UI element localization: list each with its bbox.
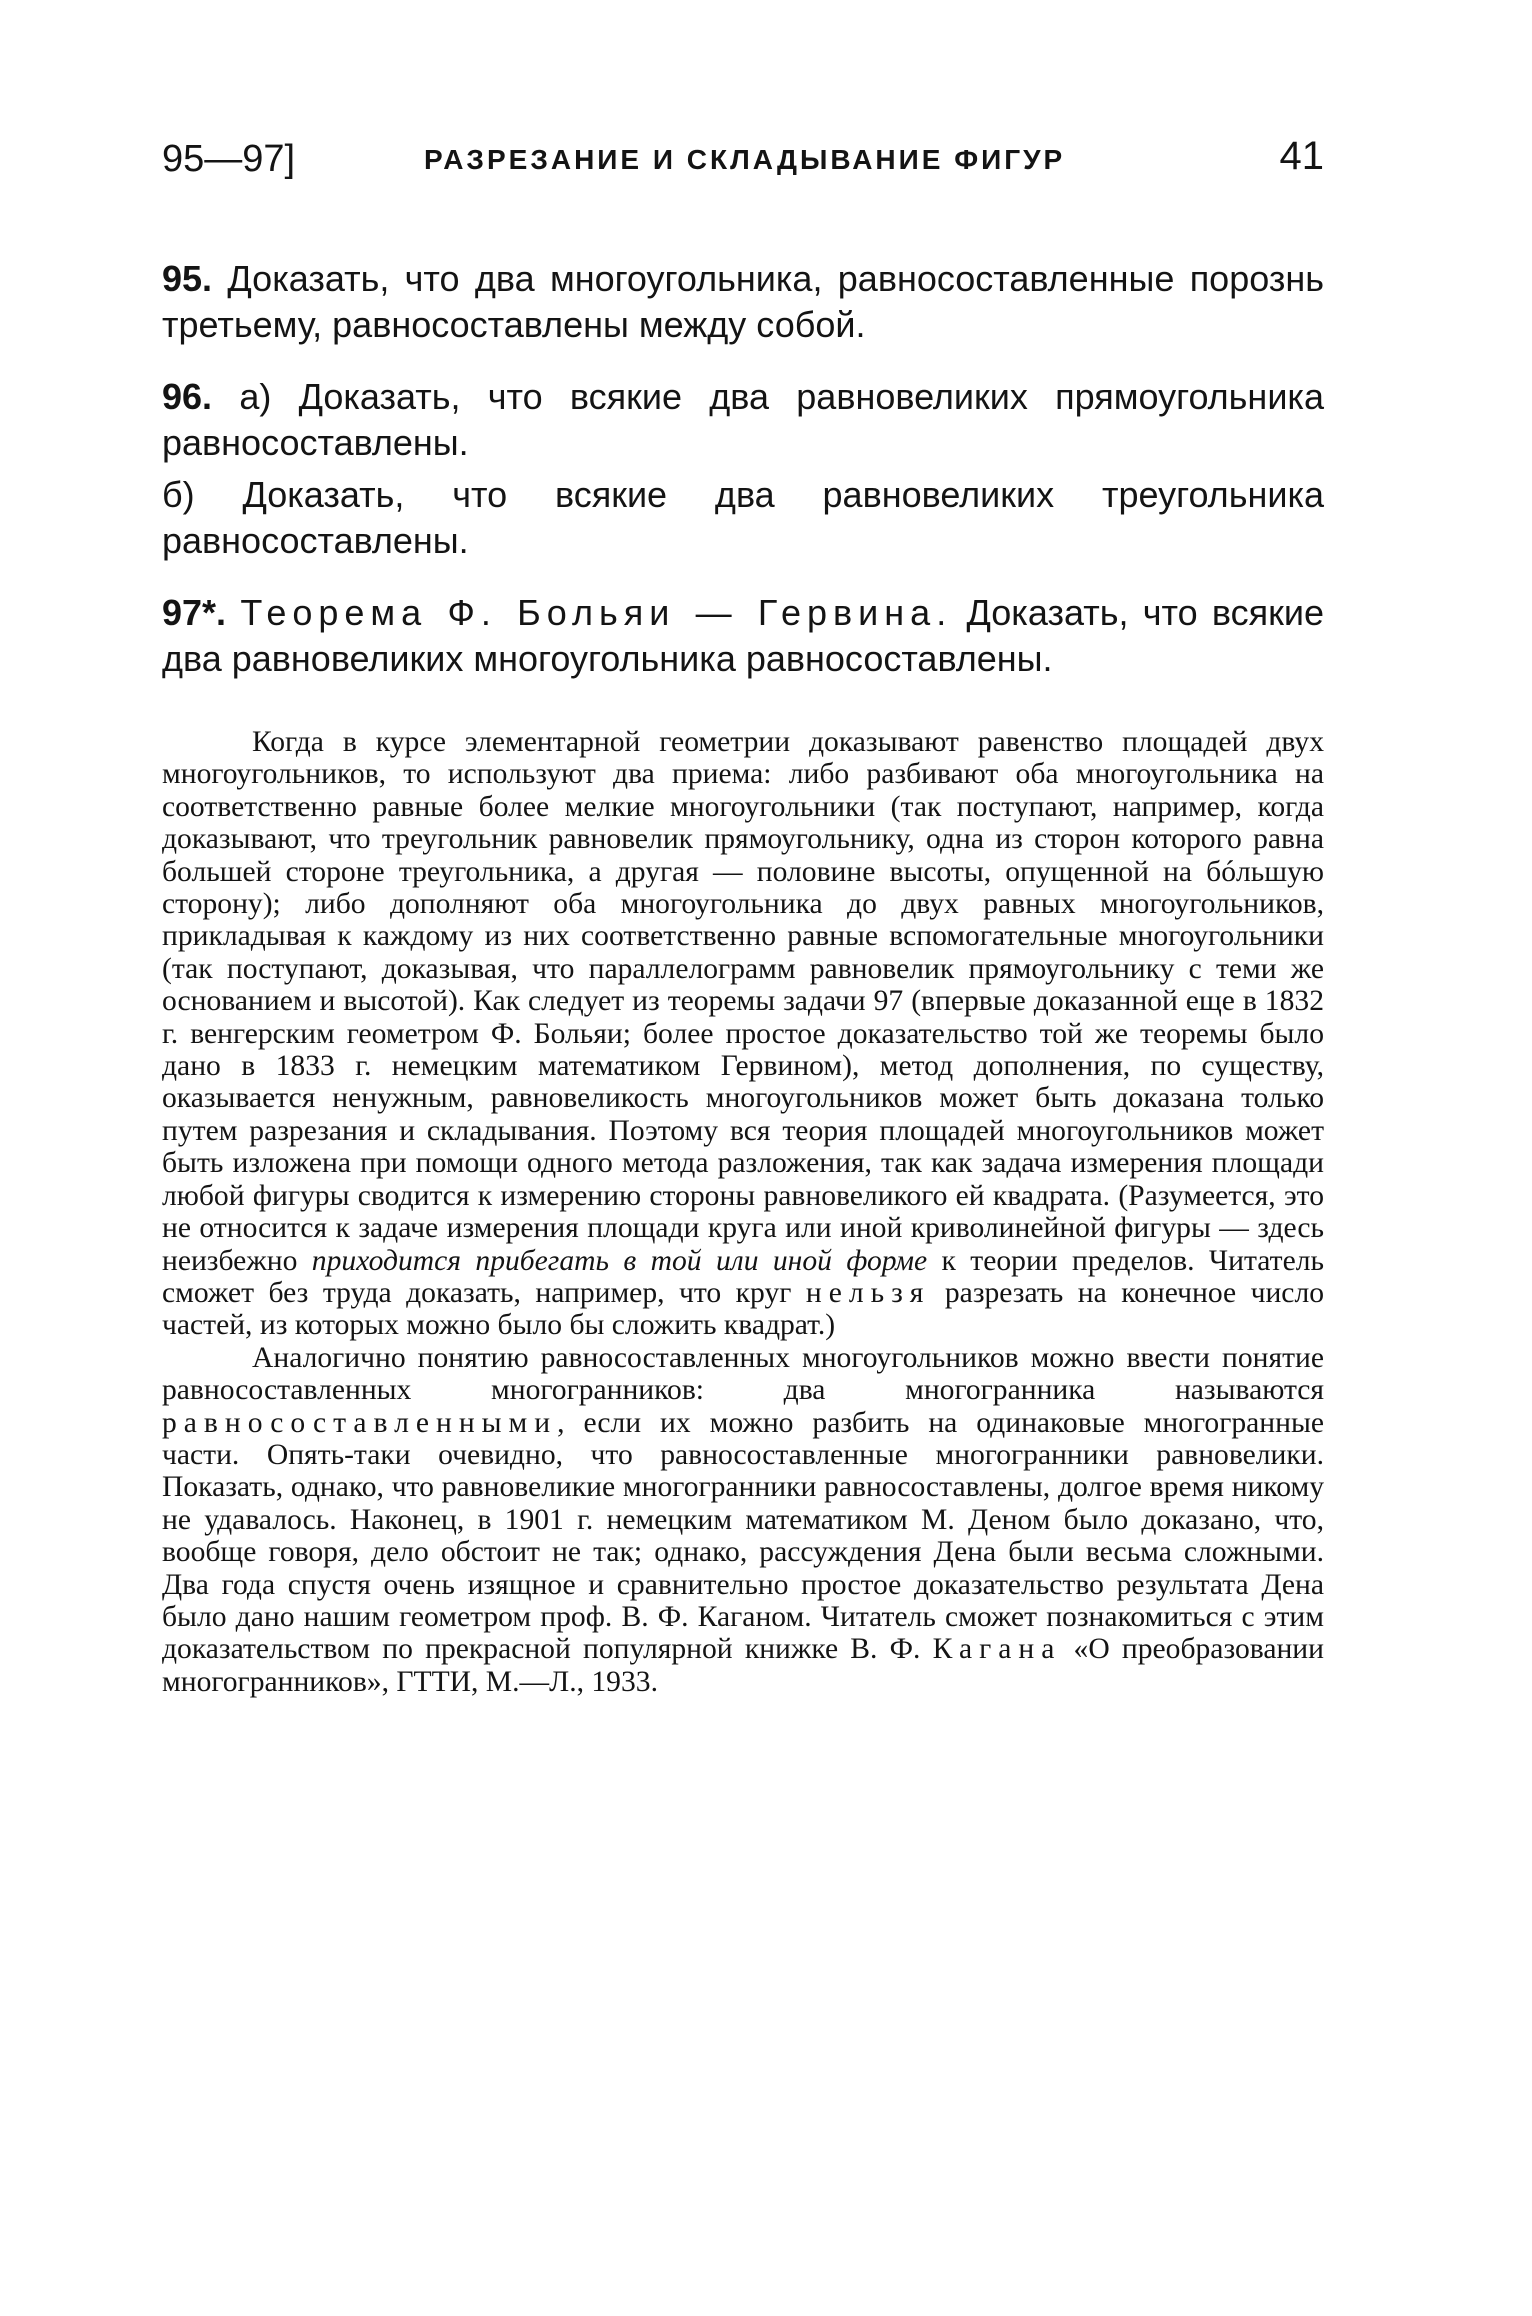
theorem-name: Теорема Ф. Больяи — Гервина. xyxy=(240,592,953,633)
problem-95 xyxy=(162,256,1324,348)
text-run: Когда в курсе элементарной геометрии доказывают равенство площадей двух многоугольников, то используют два приема: либо разбивают оба многоугольника на соответственно равные более мелкие многоугольники (так поступают, например, когда доказывают, что треугольник равновелик прямоугольнику, одна из сторон которого равна большей стороне треугольника, а другая — половине высоты, опущенной на бóльшую сторону); либо дополняют оба многоугольника до двух равных многоугольников, прикладывая к каждому из них соответственно равные вспомогательные многоугольники (так поступают, доказывая, что параллелограмм равновелик прямоугольнику с теми же основанием и высотой). Как следует из теоремы задачи 97 (впервые доказанной еще в 1832 г. венгерским геометром Ф. Больяи; более простое доказательство той же теоремы было дано в 1833 г. немецким математиком Гервином), метод дополнения, по существу, оказывается ненужным, равновеликость многоугольников может быть доказана только путем разрезания и складывания. Поэтому вся теория площадей многоугольников может быть изложена при помощи одного метода разложения, так как задача измерения площади любой фигуры сводится к измерению стороны равновеликого ей квадрата. (Разумеется, это не относится к задаче измерения площади круга или иной криволинейной фигуры — здесь неизбежно xyxy=(162,726,1324,1277)
page-number: 41 xyxy=(1279,134,1324,178)
chapter-title: РАЗРЕЗАНИЕ И СКЛАДЫВАНИЕ ФИГУР xyxy=(424,144,1066,175)
italic-run: приходится прибегать в той или иной форме xyxy=(311,1244,928,1277)
running-header xyxy=(162,130,1324,190)
commentary-paragraph-1 xyxy=(162,726,1324,1342)
text-run: к теории пределов. Читатель сможет без труда доказать, например, что круг xyxy=(162,1244,1324,1309)
problem-number: 95. xyxy=(162,258,213,299)
problem-text: а) Доказать, что всякие два равновеликих прямоугольника равносоставлены. xyxy=(162,376,1324,463)
commentary xyxy=(162,726,1324,1698)
problem-text: Доказать, что два многоугольника, равносоставленные порознь третьему, равносоставлены между собой. xyxy=(162,258,1324,345)
text-run: Аналогично понятию равносоставленных многоугольников можно ввести понятие равносоставленных многогранников: два многогранника называются xyxy=(162,1341,1324,1407)
text-run: , если их можно разбить на одинаковые многогранные части. Опять-таки очевидно, что равносоставленные многогранники равновелики. Показать, однако, что равновеликие многогранники равносоставлены, долгое время никому не удавалось. Наконец, в 1901 г. немецким математиком М. Деном было доказано, что, вообще говоря, дело обстоит не так; однако, рассуждения Дена были весьма сложными. Два года спустя очень изящное и сравнительно простое доказательство результата Дена было дано нашим геометром проф. В. Ф. Каганом. Читатель сможет познакомиться с этим доказательством по прекрасной популярной книжке В. Ф. xyxy=(162,1406,1324,1666)
problem-96a xyxy=(162,374,1324,466)
commentary-paragraph-2 xyxy=(162,1342,1324,1698)
problem-97 xyxy=(162,590,1324,682)
problem-96b xyxy=(162,472,1324,564)
text-run: «О преобразовании многогранников», ГТТИ, М.—Л., 1933. xyxy=(162,1633,1324,1698)
problem-range: 95—97] xyxy=(162,138,296,180)
spaced-run: равносоставленными xyxy=(162,1406,558,1439)
problem-number: 97*. xyxy=(162,592,227,633)
problem-text: Доказать, что всякие два равновеликих многоугольника равносоставлены. xyxy=(162,592,1324,679)
text-run: разрезать на конечное число частей, из которых можно было бы сложить квадрат.) xyxy=(162,1276,1325,1342)
book-page xyxy=(162,130,1324,1698)
problem-text: б) Доказать, что всякие два равновеликих треугольника равносоставлены. xyxy=(162,474,1324,561)
problem-number: 96. xyxy=(162,376,213,417)
spaced-run: Кагана xyxy=(932,1633,1062,1666)
spaced-run: нельзя xyxy=(805,1276,931,1309)
